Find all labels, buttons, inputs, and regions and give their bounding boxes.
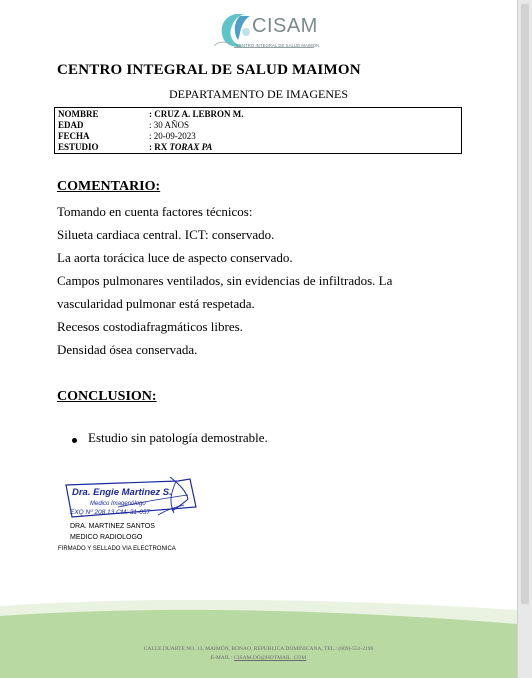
department-label: DEPARTAMENTO DE IMAGENES (169, 87, 348, 101)
comment-line: La aorta torácica luce de aspecto conservado. (57, 250, 293, 265)
signature-name: DRA. MARTINEZ SANTOS (70, 523, 155, 530)
footer-wave (0, 600, 517, 678)
scrollbar-thumb[interactable] (521, 4, 529, 604)
signature-role: MEDICO RADIOLOGO (70, 534, 143, 541)
page-title: CENTRO INTEGRAL DE SALUD MAIMON (57, 62, 361, 78)
age-value: : 30 AÑOS (149, 120, 190, 130)
name-label: NOMBRE (58, 109, 99, 119)
footer-email-link[interactable]: CISAM.DO@HOTMAIL .COM (234, 655, 307, 661)
patient-info-box (54, 107, 462, 154)
footer-address: CALLE DUARTE NO. 13, MAIMÓN, BONAO, REPUBLICA DOMINICANA, TEL.: (809)-551-2196 (143, 646, 374, 652)
logo-brand: CISAM (252, 15, 318, 37)
doctor-stamp (58, 477, 204, 525)
comment-line: Silueta cardiaca central. ICT: conservado. (57, 227, 275, 242)
conclusion-heading: CONCLUSION: (57, 389, 157, 404)
bullet-dot-icon (72, 438, 77, 443)
cisam-logo (206, 10, 324, 54)
study-prefix: : RX (149, 142, 170, 152)
study-label: ESTUDIO (58, 142, 99, 152)
stamp-doctor-id: EXQ Nº 208 13 CM: 31-057 (70, 509, 151, 516)
comment-line: Densidad ósea conservada. (57, 342, 198, 357)
study-value-wrap (149, 142, 212, 153)
comment-line: Campos pulmonares ventilados, sin evidencias de infiltrados. La (57, 273, 393, 288)
footer-email-label: E-MAIL : (210, 655, 235, 661)
comment-heading: COMENTARIO: (57, 179, 161, 194)
date-value: : 20-09-2023 (149, 131, 196, 141)
date-label: FECHA (58, 131, 90, 141)
name-value: : CRUZ A. LEBRON M. (149, 109, 244, 119)
study-value: TORAX PA (169, 142, 213, 152)
stamp-doctor-name: Dra. Engie Martinez S. (72, 487, 172, 498)
logo-tagline: CENTRO INTEGRAL DE SALUD MAIMON (236, 43, 320, 48)
stamp-doctor-title: Medico Imagenólogo (90, 501, 146, 507)
comment-line: vascularidad pulmonar está respetada. (57, 296, 255, 311)
conclusion-item: Estudio sin patología demostrable. (88, 430, 268, 445)
comment-line: Recesos costodiafragmáticos libres. (57, 319, 243, 334)
age-label: EDAD (58, 120, 84, 130)
comment-line: Tomando en cuenta factores técnicos: (57, 204, 253, 219)
signature-note: FIRMADO Y SELLADO VIA ELECTRONICA (58, 546, 176, 552)
vertical-scrollbar[interactable] (517, 0, 532, 678)
footer-email-line (0, 655, 517, 661)
